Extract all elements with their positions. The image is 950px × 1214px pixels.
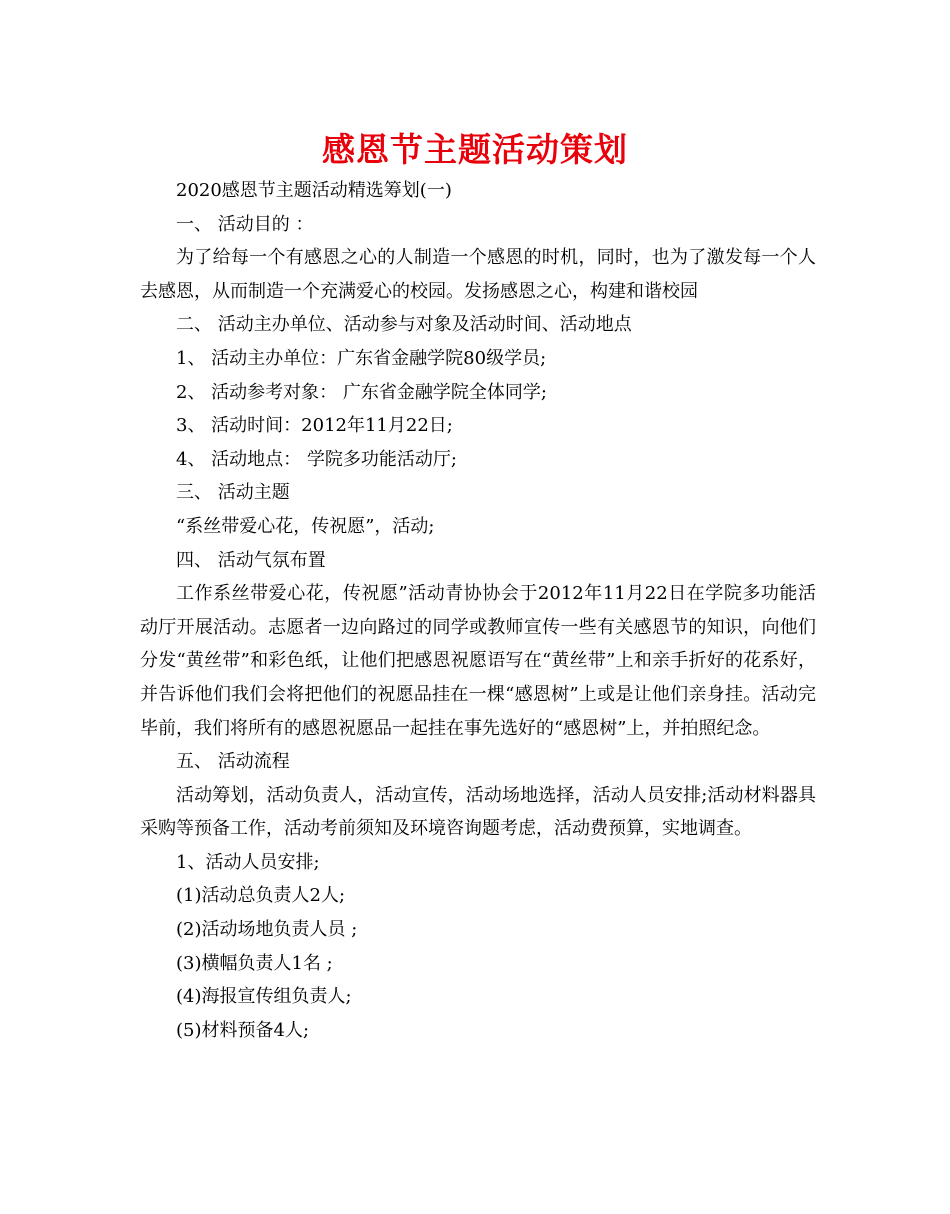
list-item-staff-2: (2)活动场地负责人员 ; [176,919,358,941]
list-item-staff-1: (1)活动总负责人2人; [176,885,346,907]
list-item-location: 4、 活动地点： 学院多功能活动厅; [176,448,457,470]
list-item-staff-3: (3)横幅负责人1名 ; [176,952,333,974]
section-heading-atmosphere: 四、 活动气氛布置 [176,549,326,571]
paragraph-purpose: 为了给每一个有感恩之心的人制造一个感恩的时机，同时，也为了激发每一个人去感恩，从而制造一个充满爱心的校园。发扬感恩之心，构建和谐校园 [140,247,816,302]
list-item-time: 3、 活动时间：2012年11月22日; [176,415,453,437]
document-body [140,174,816,1047]
paragraph-theme: “系丝带爱心花，传祝愿”，活动; [176,515,435,537]
list-item-staffing: 1、活动人员安排; [176,851,320,873]
document-title: 感恩节主题活动策划 [322,130,628,169]
section-heading-process: 五、 活动流程 [176,751,290,773]
paragraph-atmosphere: 工作系丝带爱心花，传祝愿”活动青协协会于2012年11月22日在学院多功能活动厅开展活动。志愿者一边向路过的同学或教师宣传一些有关感恩节的知识，向他们分发“黄丝带”和彩色纸，让他们把感恩祝愿语写在“黄丝带”上和亲手折好的花系好，并告诉他们我们会将把他们的祝愿品挂在一棵“感恩树”上或是让他们亲身挂。活动完毕前，我们将所有的感恩祝愿品一起挂在事先选好的“感恩树”上，并拍照纪念。 [140,583,816,739]
paragraph-process: 活动筹划，活动负责人，活动宣传，活动场地选择，活动人员安排;活动材料器具采购等预备工作，活动考前须知及环境咨询题考虑，活动费预算，实地调查。 [140,784,816,840]
list-item-participants: 2、 活动参考对象： 广东省金融学院全体同学; [176,381,547,403]
section-heading-organizer: 二、 活动主办单位、活动参与对象及活动时间、活动地点 [176,314,632,336]
paragraph-subtitle: 2020感恩节主题活动精选筹划(一) [176,180,452,201]
list-item-staff-4: (4)海报宣传组负责人; [176,986,352,1008]
list-item-staff-5: (5)材料预备4人; [176,1019,310,1041]
section-heading-purpose: 一、 活动目的 ： [176,213,314,235]
section-heading-theme: 三、 活动主题 [176,482,290,504]
list-item-organizer: 1、 活动主办单位：广东省金融学院80级学员; [176,347,547,369]
